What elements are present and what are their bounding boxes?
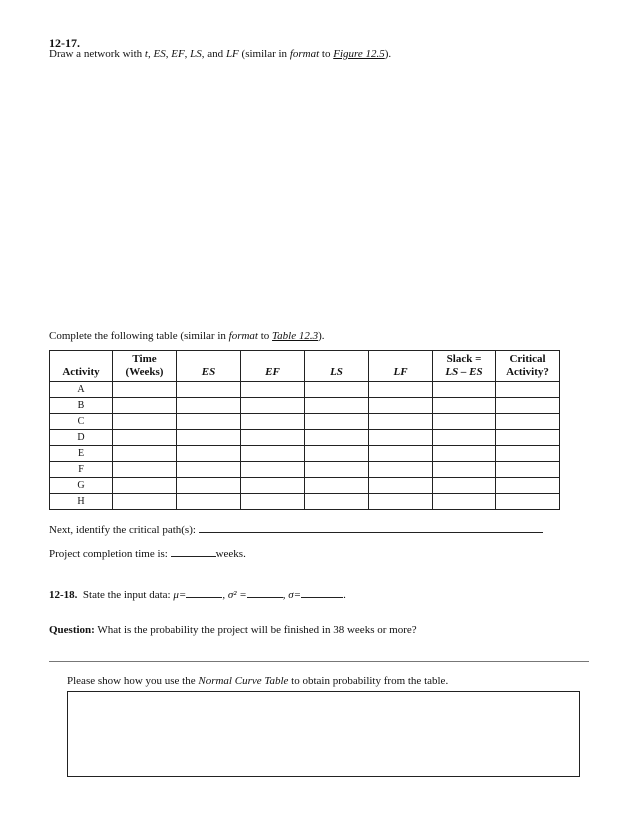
header-slack: Slack = LS – ES (433, 351, 496, 382)
answer-cell[interactable] (305, 494, 369, 510)
problem-number-12-17: 12-17. (49, 36, 80, 50)
answer-cell[interactable] (305, 446, 369, 462)
header-activity: Activity (50, 351, 113, 382)
prompt-text: Complete the following table (similar in (49, 330, 229, 342)
critical-path-blank[interactable] (199, 532, 543, 533)
answer-cell[interactable] (369, 414, 433, 430)
header-ef: EF (241, 351, 305, 382)
answer-cell[interactable] (113, 398, 177, 414)
prompt-text: to (257, 330, 273, 342)
completion-time-line (49, 548, 246, 560)
answer-cell[interactable] (177, 494, 241, 510)
header-lf: LF (369, 351, 433, 382)
sigma-blank[interactable] (301, 597, 343, 598)
table-body (50, 382, 560, 510)
table-row (50, 462, 560, 478)
activity-cell: C (50, 414, 113, 430)
answer-cell[interactable] (241, 430, 305, 446)
answer-cell[interactable] (496, 478, 560, 494)
table-prompt (49, 330, 325, 342)
answer-cell[interactable] (113, 382, 177, 398)
figure-link[interactable]: Figure 12.5 (333, 48, 385, 60)
answer-cell[interactable] (113, 430, 177, 446)
table-link[interactable]: Table 12.3 (272, 330, 319, 342)
answer-cell[interactable] (433, 382, 496, 398)
answer-cell[interactable] (369, 446, 433, 462)
activity-cell: F (50, 462, 113, 478)
answer-cell[interactable] (177, 398, 241, 414)
answer-cell[interactable] (241, 414, 305, 430)
question (49, 624, 417, 636)
answer-box[interactable] (67, 691, 580, 777)
answer-cell[interactable] (177, 462, 241, 478)
prompt-text: ). (384, 48, 392, 60)
activity-cell: E (50, 446, 113, 462)
answer-cell[interactable] (177, 446, 241, 462)
sep: , (184, 48, 191, 60)
answer-cell[interactable] (241, 494, 305, 510)
answer-cell[interactable] (113, 462, 177, 478)
answer-cell[interactable] (496, 414, 560, 430)
answer-cell[interactable] (433, 494, 496, 510)
answer-cell[interactable] (496, 382, 560, 398)
answer-cell[interactable] (433, 398, 496, 414)
answer-cell[interactable] (113, 494, 177, 510)
input-data-line: 12-18. State the input data: μ= , σ² = , σ= . (49, 589, 346, 601)
var-ls: LS (190, 48, 202, 60)
answer-cell[interactable] (305, 462, 369, 478)
sigma-squared-label: σ² = (227, 589, 247, 601)
table-header-row (50, 351, 560, 382)
answer-cell[interactable] (305, 382, 369, 398)
answer-cell[interactable] (433, 478, 496, 494)
answer-cell[interactable] (241, 382, 305, 398)
problem-number-12-18: 12-18. (49, 589, 78, 601)
table-row (50, 478, 560, 494)
table-row (50, 414, 560, 430)
answer-cell[interactable] (241, 398, 305, 414)
answer-cell[interactable] (241, 446, 305, 462)
answer-cell[interactable] (369, 478, 433, 494)
activity-cell: B (50, 398, 113, 414)
network-prompt (49, 48, 391, 60)
mu-blank[interactable] (186, 597, 222, 598)
completion-blank[interactable] (171, 556, 216, 557)
answer-cell[interactable] (177, 414, 241, 430)
answer-cell[interactable] (369, 398, 433, 414)
answer-cell[interactable] (496, 430, 560, 446)
answer-cell[interactable] (113, 446, 177, 462)
header-es: ES (177, 351, 241, 382)
header-ls: LS (305, 351, 369, 382)
network-table (49, 350, 560, 510)
answer-cell[interactable] (177, 382, 241, 398)
activity-cell: G (50, 478, 113, 494)
sep: , and (201, 48, 226, 60)
table-row (50, 446, 560, 462)
var-lf: LF (225, 48, 239, 60)
prompt-text: (similar in (238, 48, 290, 60)
prompt-text: Draw a network with (49, 48, 145, 60)
answer-cell[interactable] (305, 430, 369, 446)
var-ef: EF (171, 48, 185, 60)
answer-cell[interactable] (433, 462, 496, 478)
completion-label: Project completion time is: (49, 548, 168, 560)
critical-path-label: Next, identify the critical path(s): (49, 524, 196, 536)
table-row (50, 494, 560, 510)
answer-cell[interactable] (113, 478, 177, 494)
prompt-text: ). (318, 330, 325, 342)
answer-cell[interactable] (496, 494, 560, 510)
activity-cell: H (50, 494, 113, 510)
critical-path-line (49, 524, 543, 536)
answer-cell[interactable] (433, 414, 496, 430)
answer-cell[interactable] (113, 414, 177, 430)
answer-cell[interactable] (496, 462, 560, 478)
instruction-text: to obtain probability from the table. (288, 675, 449, 687)
sep: , (147, 48, 154, 60)
answer-cell[interactable] (433, 430, 496, 446)
input-data-prompt: State the input data: (82, 589, 171, 601)
divider-line (49, 661, 589, 662)
answer-cell[interactable] (496, 446, 560, 462)
answer-cell[interactable] (496, 398, 560, 414)
sigma-label: σ= (288, 589, 302, 601)
answer-cell[interactable] (241, 462, 305, 478)
format-word: format (228, 330, 258, 342)
answer-cell[interactable] (433, 446, 496, 462)
table-row (50, 398, 560, 414)
header-time: Time (Weeks) (113, 351, 177, 382)
answer-cell[interactable] (177, 430, 241, 446)
sep: , (165, 48, 172, 60)
instruction-text: Please show how you use the (67, 675, 199, 687)
answer-cell[interactable] (241, 478, 305, 494)
completion-unit: weeks. (215, 548, 246, 560)
table-row (50, 430, 560, 446)
table-row (50, 382, 560, 398)
normal-curve-table-name: Normal Curve Table (198, 675, 289, 687)
header-critical: Critical Activity? (496, 351, 560, 382)
answer-cell[interactable] (369, 462, 433, 478)
question-text: What is the probability the project will be finished in 38 weeks or more? (94, 624, 417, 636)
answer-cell[interactable] (305, 398, 369, 414)
answer-cell[interactable] (177, 478, 241, 494)
answer-cell[interactable] (369, 382, 433, 398)
instruction (67, 675, 448, 687)
answer-cell[interactable] (369, 494, 433, 510)
var-es: ES (153, 48, 166, 60)
answer-cell[interactable] (305, 414, 369, 430)
mu-label: μ= (173, 589, 187, 601)
answer-cell[interactable] (305, 478, 369, 494)
prompt-text: to (319, 48, 334, 60)
format-word: format (289, 48, 320, 60)
answer-cell[interactable] (369, 430, 433, 446)
var-t: t (144, 48, 148, 60)
sigma-squared-blank[interactable] (247, 597, 283, 598)
question-label: Question: (49, 624, 95, 636)
activity-cell: A (50, 382, 113, 398)
activity-cell: D (50, 430, 113, 446)
